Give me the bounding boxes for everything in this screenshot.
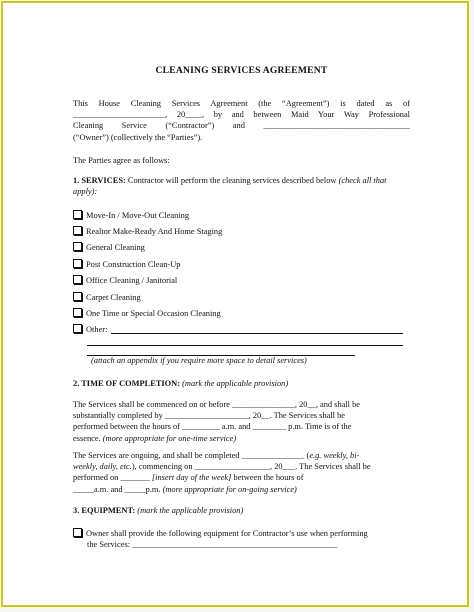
service-option-label: Carpet Cleaning (86, 293, 141, 302)
completion-text: between the hours of (231, 473, 304, 483)
service-option-carpet[interactable] (73, 292, 141, 303)
parties-agree-text: The Parties agree as follows: (73, 156, 170, 165)
other-blank-line-2[interactable] (87, 345, 403, 346)
completion-section (73, 378, 410, 389)
completion-line (73, 433, 410, 444)
completion-note: (more appropriate for on-going service) (162, 484, 297, 494)
document-frame (1, 1, 469, 607)
document-title: CLEANING SERVICES AGREEMENT (155, 65, 328, 76)
completion-note: (mark the applicable provision) (180, 379, 289, 388)
completion-example: weekly, daily, etc. (73, 462, 132, 472)
service-option-label: Office Cleaning / Janitorial (86, 276, 178, 285)
checkbox-icon[interactable] (73, 324, 82, 333)
service-option-general[interactable] (73, 242, 145, 253)
intro-line: This House Cleaning Services Agreement (the “Agreement”) is dated as of (73, 99, 410, 108)
checkbox-icon[interactable] (73, 226, 82, 235)
checkbox-icon[interactable] (73, 242, 82, 251)
completion-line: substantially completed by ____________________, 20__. The Services shall be (73, 411, 345, 421)
completion-line (73, 450, 410, 461)
service-option-label: General Cleaning (86, 243, 145, 252)
service-option-label: Other: (86, 325, 108, 334)
intro-line: (“Owner”) (collectively the “Parties”). (73, 132, 203, 142)
completion-text: essence. (73, 433, 103, 443)
completion-note: (more appropriate for one-time service) (102, 433, 237, 443)
checkbox-icon[interactable] (73, 275, 82, 284)
service-option-office[interactable] (73, 275, 177, 286)
service-option-move-in[interactable] (73, 210, 189, 221)
services-note: (check all that apply): (73, 176, 387, 197)
completion-heading: 2. TIME OF COMPLETION: (73, 379, 181, 388)
service-option-label: Realtor Make-Ready And Home Staging (86, 227, 223, 236)
equipment-option-label: Owner shall provide the following equipment for Contractor’s use when performing (86, 529, 368, 538)
completion-para-1 (73, 399, 410, 444)
completion-line: The Services shall be commenced on or before _______________, 20__, and shall be (73, 400, 361, 409)
services-section (73, 175, 410, 197)
checkbox-icon[interactable] (73, 528, 82, 537)
service-option-realtor[interactable] (73, 226, 222, 237)
completion-text: performed on _______ (73, 473, 152, 483)
services-text: Contractor will perform the cleaning services described below (125, 176, 339, 185)
completion-para-2 (73, 450, 410, 495)
completion-line: performed between the hours of _________ a.m. and ________ p.m. Time is of the (73, 422, 352, 432)
completion-example: [insert day of the week] (151, 473, 232, 483)
intro-paragraph (73, 98, 410, 143)
completion-text: The Services are ongoing, and shall be completed _______________ ( (73, 451, 310, 460)
completion-line (73, 461, 410, 472)
services-heading: 1. SERVICES: (73, 176, 126, 185)
completion-line (73, 484, 410, 495)
equipment-section (73, 505, 410, 516)
completion-text: ), commencing on __________________, 20___. The Services shall be (131, 462, 371, 472)
completion-example: e.g. weekly, bi- (309, 451, 360, 460)
intro-line: Cleaning Service (“Contractor”) and ___________________________________ (73, 121, 410, 131)
service-option-label: Move-In / Move-Out Cleaning (86, 211, 190, 220)
equipment-note: (mark the applicable provision) (135, 506, 244, 515)
other-blank-line[interactable] (111, 333, 403, 334)
service-option-post-construction[interactable] (73, 259, 180, 270)
equipment-heading: 3. EQUIPMENT: (73, 506, 136, 515)
checkbox-icon[interactable] (73, 292, 82, 301)
equipment-option-owner[interactable] (73, 528, 368, 539)
equipment-option-line-2: the Services: _________________________________________________ (87, 540, 338, 549)
checkbox-icon[interactable] (73, 259, 82, 268)
intro-line: ______________________, 20____, by and between Maid Your Way Professional (73, 110, 410, 120)
completion-text: _____a.m. and _____p.m. (73, 484, 163, 494)
service-option-other[interactable] (73, 324, 107, 335)
appendix-note: (attach an appendix if you require more space to detail services) (91, 356, 307, 365)
completion-line (73, 472, 410, 483)
service-option-one-time[interactable] (73, 308, 221, 319)
service-option-label: Post Construction Clean-Up (86, 260, 181, 269)
service-option-label: One Time or Special Occasion Cleaning (86, 309, 221, 318)
checkbox-icon[interactable] (73, 308, 82, 317)
checkbox-icon[interactable] (73, 210, 82, 219)
